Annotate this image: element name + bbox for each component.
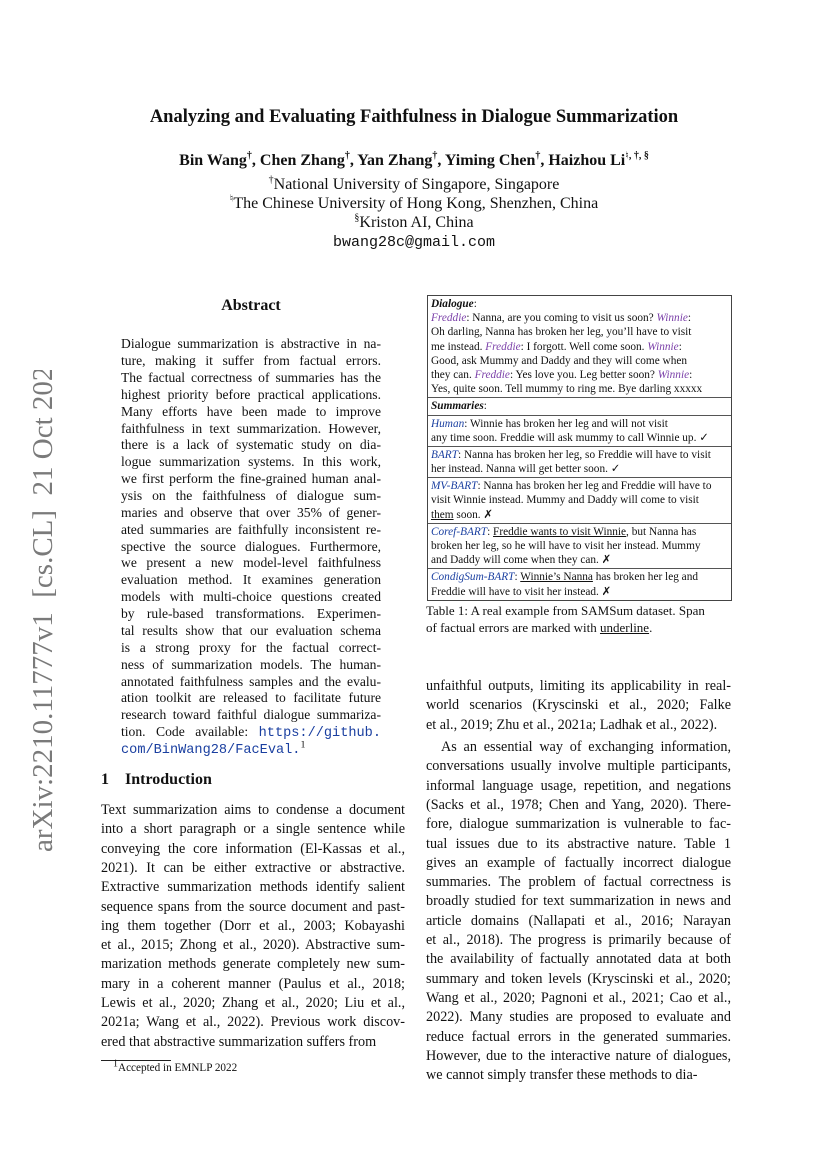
table-line xyxy=(431,311,728,325)
footnote-rule xyxy=(101,1060,171,1061)
table-text: Freddie will have to visit her instead. ✗ xyxy=(431,585,612,598)
table-line xyxy=(431,539,728,553)
body-line: (Sacks et al., 1978; Chen and Yang, 2020). There- xyxy=(426,796,731,813)
table-line xyxy=(431,340,728,354)
body-line: fore, dialogue summarization is vulnerable to fac- xyxy=(426,816,731,833)
table-text: : xyxy=(514,571,521,584)
table-line xyxy=(431,525,728,539)
intro-line: 2021). It can be either extractive or abstractive. xyxy=(101,859,405,876)
abstract-line: we first perform the fine-grained human anal- xyxy=(121,471,381,486)
table-text: has broken her leg and xyxy=(592,571,698,584)
table-text: : Nanna has broken her leg and Freddie will have to xyxy=(477,480,712,493)
abstract-line: The factual correctness of summaries has the xyxy=(121,370,381,385)
system-name: MV-BART xyxy=(431,480,478,493)
table-line: Dialogue: xyxy=(431,298,477,310)
intro-line: into a short paragraph or a single sentence while xyxy=(101,821,405,838)
table-text: : xyxy=(689,368,693,381)
summary-row xyxy=(428,416,731,447)
section-title: Introduction xyxy=(125,771,212,788)
abstract-line: ation toolkit are released to facilitate future xyxy=(121,690,381,705)
table-text: visit Winnie instead. Mummy and Daddy will come to visit xyxy=(431,494,699,507)
affiliation-text: National University of Singapore, Singapore xyxy=(273,176,560,193)
intro-line: mary in a coherent manner (Paulus et al., 2018; xyxy=(101,975,405,992)
error-span: them xyxy=(431,508,454,521)
table-line xyxy=(431,325,728,339)
speaker-name: Winnie xyxy=(647,340,679,353)
author-mark: † xyxy=(344,150,350,162)
arxiv-stamp xyxy=(6,370,72,870)
affiliation xyxy=(0,214,828,232)
body-line: the availability of factually annotated data at both xyxy=(426,951,731,968)
abstract-code-line xyxy=(121,724,381,741)
table-line xyxy=(431,368,728,382)
table-text: they can. xyxy=(431,368,475,381)
body-line: we cannot simply transfer these methods to dia- xyxy=(426,1067,698,1084)
table-text: any time soon. Freddie will ask mummy to call Winnie up. ✓ xyxy=(431,431,709,444)
body-line: broadly studied for text summarization in news and xyxy=(426,893,731,910)
table-text: Good, ask Mummy and Daddy and they will come when xyxy=(431,354,688,367)
abstract-code-line xyxy=(121,741,381,758)
code-label: tion. Code available: xyxy=(121,724,249,739)
caption-underline-word: underline xyxy=(599,619,650,635)
abstract-line: Dialogue summarization is abstractive in na- xyxy=(121,336,381,351)
system-name: Human xyxy=(431,417,465,430)
system-name: BART xyxy=(431,448,458,461)
table-row xyxy=(428,398,731,415)
author-name: Bin Wang xyxy=(179,152,247,169)
affiliation-mark: ♮ xyxy=(229,193,234,205)
body-line: reduce factual errors in the generated summaries. xyxy=(426,1028,731,1045)
table-line xyxy=(431,448,728,462)
body-line: tual issues due to its abstractive nature. Table 1 xyxy=(426,835,731,852)
abstract-line: there is a lack of systematic study on dia- xyxy=(121,437,381,452)
table-text: : xyxy=(687,312,692,325)
system-name: Coref-BART xyxy=(431,525,488,538)
caption-line xyxy=(426,620,732,637)
intro-line: Text summarization aims to condense a document xyxy=(101,802,405,818)
table-text: : xyxy=(678,340,682,353)
table-text: Oh darling, Nanna has broken her leg, you’ll have to visit xyxy=(431,326,692,339)
error-span: Winnie’s Nanna xyxy=(520,571,593,584)
table-line xyxy=(431,585,728,599)
table-text: : I forgott. Well come soon. xyxy=(520,340,648,353)
body-line: et al., 2018). The progress is primarily because of xyxy=(426,932,731,948)
author-mark: ♮, †, § xyxy=(625,150,649,162)
table-line xyxy=(431,479,728,493)
body-line: However, due to the interactive nature of dialogues, xyxy=(426,1047,731,1064)
body-line: summary and token levels (Kryscinski et al., 2020; xyxy=(426,970,731,987)
body-line: informal language usage, repetition, and negations xyxy=(426,777,731,794)
speaker-name: Winnie xyxy=(656,312,688,325)
affiliation-text: Kriston AI, China xyxy=(359,214,474,231)
summary-row xyxy=(428,478,731,524)
abstract-line: is a strong proxy for the factual correct- xyxy=(121,640,381,655)
table-caption xyxy=(426,603,732,636)
speaker-name: Winnie xyxy=(657,368,690,381)
body-line: unfaithful outputs, limiting its applicability in real- xyxy=(426,678,731,694)
abstract-line: maries and observe that over 35% of gener- xyxy=(121,505,381,520)
body-line: Wang et al., 2020; Pagnoni et al., 2021; Cao et al., xyxy=(426,989,731,1006)
summaries-header: Summaries xyxy=(431,400,484,413)
caption-line: Table 1: A real example from SAMSum dataset. Span xyxy=(426,603,705,618)
table-text: : xyxy=(487,525,494,538)
table-text: : Nanna has broken her leg, so Freddie will have to visit xyxy=(458,448,711,461)
abstract-heading: Abstract xyxy=(221,297,281,314)
dialogue-header: Dialogue xyxy=(431,298,474,310)
affiliation-mark: § xyxy=(354,212,360,224)
arxiv-stamp-text: arXiv:2210.11777v1 [cs.CL] 21 Oct 2022 xyxy=(27,370,59,852)
table-line xyxy=(431,417,728,431)
table-line xyxy=(431,462,728,476)
author-mark: † xyxy=(535,150,541,162)
example-table xyxy=(427,295,732,601)
table-line xyxy=(431,354,728,368)
table-text: broken her leg, so he will have to visit her instead. Mummy xyxy=(431,540,701,552)
abstract-line: we present a new model-level faithfulness xyxy=(121,555,381,570)
intro-line: marization methods generate completely new sum- xyxy=(101,956,405,973)
affiliation-mark: † xyxy=(268,174,274,186)
code-link[interactable]: com/BinWang28/FacEval. xyxy=(121,743,301,758)
abstract-line: spective the source dialogues. Furthermore, xyxy=(121,539,381,554)
system-name: CondigSum-BART xyxy=(431,571,515,584)
intro-line: ered that abstractive summarization suffers from xyxy=(101,1033,377,1050)
author-email[interactable]: bwang28c@gmail.com xyxy=(332,234,496,251)
section-number: 1 xyxy=(101,771,109,788)
table-text: soon. ✗ xyxy=(453,508,493,521)
footnote-mark: 1 xyxy=(113,1058,118,1070)
author-name: Yan Zhang xyxy=(357,152,433,169)
affiliation-text: The Chinese University of Hong Kong, Shenzhen, China xyxy=(233,195,599,212)
abstract-line: ated summaries are faithfully inconsistent re- xyxy=(121,522,381,537)
table-text: : Yes love you. Leg better soon? xyxy=(509,368,658,381)
body-line: article domains (Nallapati et al., 2016; Narayan xyxy=(426,912,731,929)
summary-row xyxy=(428,524,731,570)
table-line xyxy=(431,431,728,445)
footnote-ref[interactable]: 1 xyxy=(300,741,306,751)
speaker-name: Freddie xyxy=(485,340,521,353)
author-mark: † xyxy=(246,150,252,162)
abstract-line: tal results show that our evaluation schema xyxy=(121,623,381,638)
table-row xyxy=(428,296,731,398)
abstract-line: ysis on the faithfulness of dialogue sum- xyxy=(121,488,381,503)
paper-title: Analyzing and Evaluating Faithfulness in Dialogue Summarization xyxy=(149,107,679,127)
abstract-line: evaluation method. It examines generation xyxy=(121,572,381,587)
body-line: et al., 2019; Zhu et al., 2021a; Ladhak et al., 2022). xyxy=(426,716,718,733)
body-line: conversations usually involve multiple participants, xyxy=(426,758,731,775)
affiliation xyxy=(0,195,828,213)
table-text: : Winnie has broken her leg and will not visit xyxy=(464,417,668,430)
abstract-line: by rule-based transformations. Experimen- xyxy=(121,606,381,621)
table-text: me instead. xyxy=(431,340,486,353)
abstract-line: faithfulness in text summarization. However, xyxy=(121,421,381,436)
affiliation xyxy=(0,176,828,194)
speaker-name: Freddie xyxy=(431,312,467,325)
abstract-line: annotated faithfulness samples and the evalu- xyxy=(121,674,381,689)
table-line xyxy=(431,570,728,584)
table-line xyxy=(431,508,728,522)
caption-text: . xyxy=(649,619,653,635)
intro-line: Lewis et al., 2020; Zhang et al., 2020; Liu et al., xyxy=(101,995,405,1011)
abstract-line: Many efforts have been made to improve xyxy=(121,404,381,419)
table-text: : Nanna, are you coming to visit us soon? xyxy=(466,312,657,325)
intro-line: ing them together (Dorr et al., 2003; Kobayashi xyxy=(101,917,405,934)
speaker-name: Freddie xyxy=(474,368,510,381)
abstract-line: logue summarization systems. In this work, xyxy=(121,454,381,469)
table-line xyxy=(431,553,728,567)
body-line: gives an example of factually incorrect dialogue xyxy=(426,854,731,871)
section-heading xyxy=(101,771,212,789)
table-line xyxy=(431,493,728,507)
author-name: Yiming Chen xyxy=(444,152,536,169)
error-span: Freddie wants to visit Winnie xyxy=(493,525,627,538)
table-text: her instead. Nanna will get better soon. ✓ xyxy=(431,463,621,476)
abstract-line: highest priority before practical applications. xyxy=(121,387,381,402)
intro-line: conveying the core information (El-Kassas et al., xyxy=(101,840,405,857)
summary-row xyxy=(428,447,731,478)
abstract-line: ture, making it suffer from factual errors. xyxy=(121,353,381,368)
body-line: world scenarios (Kryscinski et al., 2020; Falke xyxy=(426,697,731,714)
abstract-line: research toward faithful dialogue summariza- xyxy=(121,707,381,722)
code-link[interactable]: https://github. xyxy=(258,726,381,741)
table-line xyxy=(431,382,728,396)
abstract-line: models with multi-choice questions created xyxy=(121,589,381,604)
intro-line: sequence spans from the source document and past- xyxy=(101,898,405,915)
table-text: and Daddy will come when they can. ✗ xyxy=(431,554,612,567)
table-line: Summaries: xyxy=(431,400,487,413)
summary-row xyxy=(428,569,731,599)
intro-line: 2021a; Wang et al., 2022). Previous work discov- xyxy=(101,1014,405,1031)
abstract-line: ness of summarization models. The human- xyxy=(121,657,381,672)
author-name: Chen Zhang xyxy=(259,152,345,169)
body-line: summaries. The problem of factual correctness is xyxy=(426,874,731,891)
author-list: Bin Wang†, Chen Zhang†, Yan Zhang†, Yiming Chen†, Haizhou Li♮, †, § xyxy=(179,150,649,169)
author-mark: † xyxy=(432,150,438,162)
footnote xyxy=(113,1058,238,1074)
intro-line: et al., 2015; Zhong et al., 2020). Abstractive sum- xyxy=(101,937,405,954)
caption-text: of factual errors are marked with xyxy=(426,619,600,635)
intro-line: Extractive summarization methods identify salient xyxy=(101,879,405,896)
table-text: , but Nanna has xyxy=(626,525,697,538)
author-name: Haizhou Li xyxy=(548,152,626,169)
body-line: 2022). Many studies are proposed to evaluate and xyxy=(426,1009,731,1026)
footnote-text: Accepted in EMNLP 2022 xyxy=(118,1062,238,1074)
body-line: As an essential way of exchanging information, xyxy=(441,739,731,755)
table-text: Yes, quite soon. Tell mummy to ring me. Bye darling xxxxx xyxy=(431,383,703,396)
